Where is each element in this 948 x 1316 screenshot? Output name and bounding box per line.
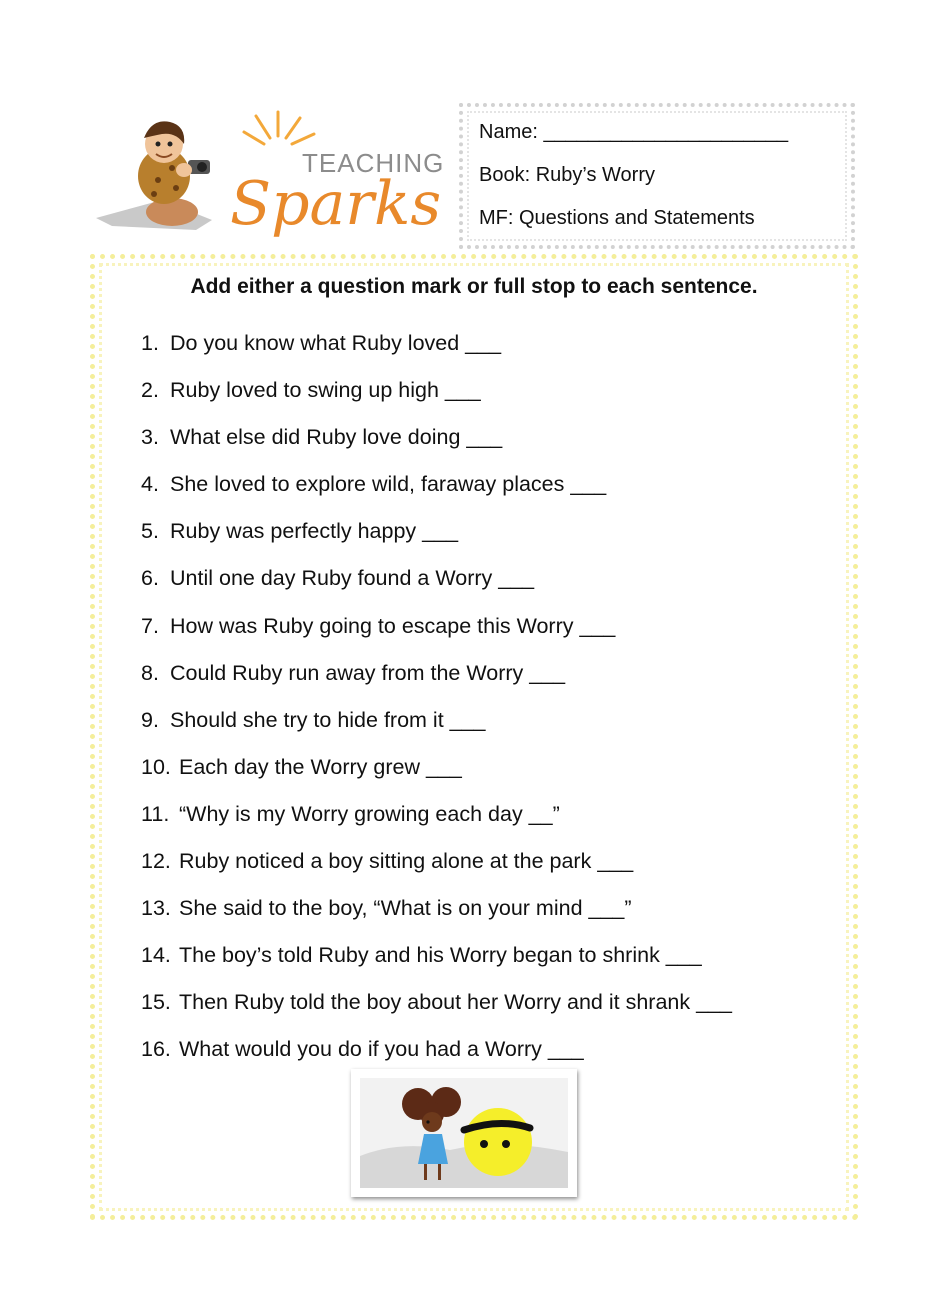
question-item[interactable]	[141, 612, 732, 659]
question-number: 1.	[141, 331, 159, 355]
question-number: 8.	[141, 660, 159, 685]
question-number: 7.	[141, 613, 159, 638]
question-text: The boy’s told Ruby and his Worry began to shrink ___	[179, 943, 702, 968]
question-number: 13.	[141, 896, 171, 921]
worksheet-panel	[90, 254, 858, 1220]
question-item[interactable]	[141, 847, 732, 894]
question-item[interactable]	[141, 564, 732, 611]
question-number: 16.	[141, 1037, 171, 1062]
teaching-sparks-logo	[92, 108, 444, 244]
question-item[interactable]	[141, 423, 732, 470]
logo-teaching-text: TEACHING	[302, 148, 444, 178]
question-item[interactable]	[141, 800, 732, 847]
question-text: Until one day Ruby found a Worry ___	[170, 566, 535, 591]
name-field[interactable]: Name: ______________________	[479, 121, 789, 143]
question-text: “Why is my Worry growing each day __”	[179, 801, 560, 826]
spark-rays-icon	[244, 112, 314, 144]
question-number: 2.	[141, 378, 159, 403]
question-item[interactable]	[141, 376, 732, 423]
worksheet-instruction: Add either a question mark or full stop to each sentence.	[190, 275, 758, 298]
student-info-box	[459, 103, 855, 249]
question-item[interactable]	[141, 470, 732, 517]
question-item[interactable]	[141, 894, 732, 941]
question-text: She said to the boy, “What is on your mind ___”	[179, 896, 632, 921]
question-text: Then Ruby told the boy about her Worry and it shrank ___	[179, 990, 732, 1015]
caveman-mascot-icon	[138, 121, 210, 226]
question-item[interactable]	[141, 517, 732, 564]
question-number: 3.	[141, 425, 159, 450]
question-item[interactable]	[141, 659, 732, 706]
logo-sparks-text: Sparks	[230, 169, 442, 239]
question-number: 12.	[141, 849, 171, 874]
question-text: What else did Ruby love doing ___	[170, 425, 503, 450]
question-text: Each day the Worry grew ___	[179, 754, 462, 779]
question-number: 9.	[141, 707, 159, 732]
question-text: Should she try to hide from it ___	[170, 707, 486, 732]
question-item[interactable]	[141, 706, 732, 753]
ruby-and-worry-illustration	[351, 1069, 577, 1197]
question-list	[141, 329, 732, 1083]
question-number: 10.	[141, 754, 171, 779]
focus-topic: MF: Questions and Statements	[479, 207, 755, 229]
question-text: Ruby was perfectly happy ___	[170, 519, 459, 544]
question-text: Could Ruby run away from the Worry ___	[170, 660, 566, 685]
question-text: How was Ruby going to escape this Worry ___	[170, 613, 616, 638]
question-number: 11.	[141, 801, 170, 826]
question-item[interactable]	[141, 329, 732, 376]
question-number: 6.	[141, 566, 159, 591]
question-number: 15.	[141, 990, 171, 1015]
question-text: Do you know what Ruby loved ___	[170, 331, 502, 355]
question-item[interactable]	[141, 941, 732, 988]
question-text: Ruby loved to swing up high ___	[170, 378, 481, 403]
question-text: Ruby noticed a boy sitting alone at the park ___	[179, 849, 634, 874]
question-number: 4.	[141, 472, 159, 497]
question-text: She loved to explore wild, faraway places ___	[170, 472, 607, 497]
question-item[interactable]	[141, 988, 732, 1035]
worry-creature-icon	[464, 1108, 532, 1176]
question-number: 5.	[141, 519, 159, 544]
question-item[interactable]	[141, 753, 732, 800]
question-number: 14.	[141, 943, 171, 968]
question-text: What would you do if you had a Worry ___	[179, 1037, 584, 1062]
book-title: Book: Ruby’s Worry	[479, 164, 655, 186]
